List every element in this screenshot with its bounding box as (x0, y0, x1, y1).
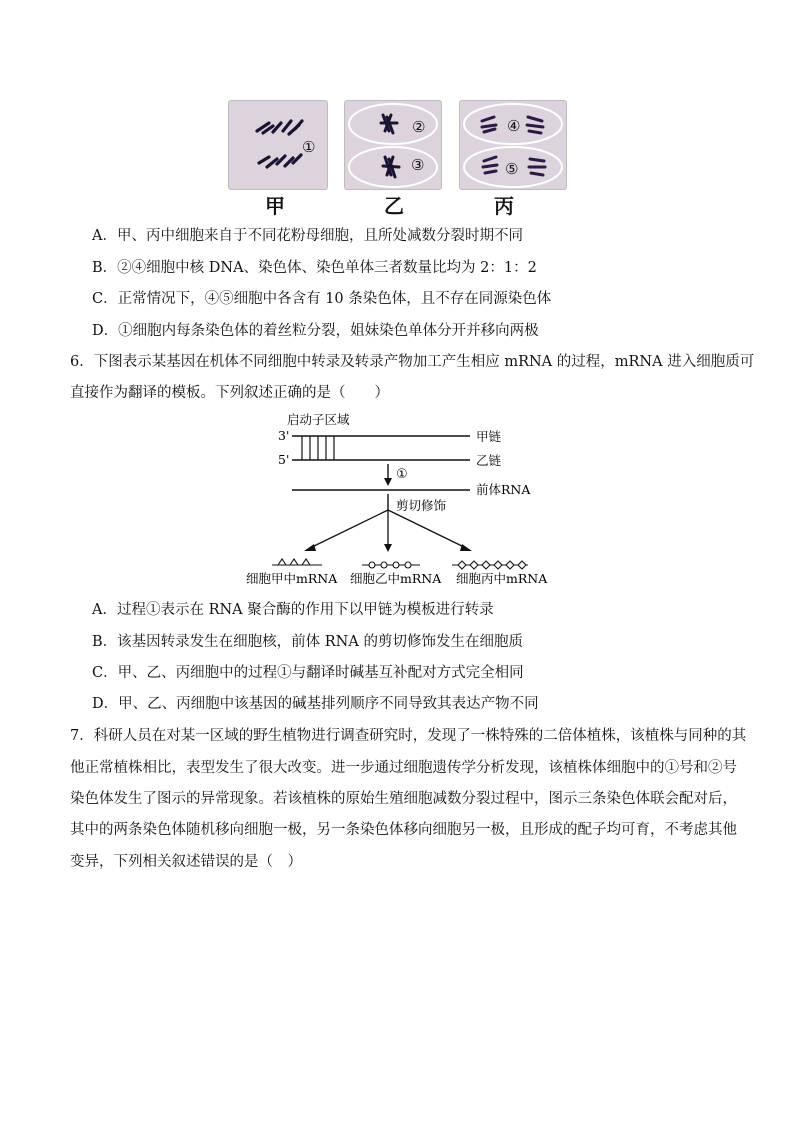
q6-option-b: B．该基因转录发生在细胞核，前体 RNA 的剪切修饰发生在细胞质 (92, 634, 523, 650)
mrna-yi-strand (362, 562, 420, 568)
q5-option-d: D．①细胞内每条染色体的着丝粒分裂，姐妹染色单体分开并移向两极 (92, 323, 539, 339)
q6-stem-line-2: 直接作为翻译的模板。下列叙述正确的是（ ） (70, 385, 389, 401)
splice-label: 剪切修饰 (396, 498, 447, 513)
mrna-bing-strand (452, 561, 528, 569)
mrna-yi-label: 细胞乙中mRNA (350, 571, 442, 586)
q5-option-a: A．甲、丙中细胞来自于不同花粉母细胞，且所处减数分裂时期不同 (92, 228, 523, 244)
micrograph-marker-4: ④ (507, 117, 521, 135)
q6-option-c: C．甲、乙、丙细胞中的过程①与翻译时碱基互补配对方式完全相同 (92, 665, 524, 681)
promoter-region-marks (302, 436, 334, 460)
micrograph-marker-3: ③ (411, 156, 425, 174)
panel-caption-yi: 乙 (384, 194, 404, 218)
transcription-diagram (230, 408, 570, 588)
pre-rna-label: 前体RNA (476, 482, 531, 497)
promoter-label: 启动子区域 (287, 412, 350, 427)
end-5-label: 5' (278, 452, 290, 467)
step-1-label: ① (396, 467, 408, 482)
panel-caption-jia: 甲 (265, 194, 285, 218)
micrograph-panel-yi (344, 100, 442, 190)
panel-caption-bing: 丙 (494, 194, 514, 218)
micrograph-panel-jia (228, 100, 328, 190)
micrograph-marker-5: ⑤ (505, 160, 519, 178)
micrograph-marker-2: ② (412, 118, 426, 136)
branch-left (310, 510, 388, 548)
q7-line-4: 其中的两条染色体随机移向细胞一极，另一条染色体移向细胞另一极，且形成的配子均可育，不考虑其他 (70, 822, 737, 838)
micrograph-marker-1: ① (302, 138, 316, 156)
micrograph-panel-bing (459, 100, 567, 190)
mrna-jia-strand (272, 559, 322, 565)
branch-middle-arrowhead (384, 544, 392, 552)
branch-left-arrowhead (304, 544, 316, 551)
branch-right-arrowhead (460, 544, 472, 551)
step-1-arrowhead (384, 478, 392, 486)
q6-option-d: D．甲、乙、丙细胞中该基因的碱基排列顺序不同导致其表达产物不同 (92, 696, 539, 712)
q7-line-1: 7．科研人员在对某一区域的野生植物进行调查研究时，发现了一株特殊的二倍体植株，该植株与同种的其 (70, 728, 747, 744)
mrna-jia-label: 细胞甲中mRNA (246, 571, 338, 586)
q6-option-a: A．过程①表示在 RNA 聚合酶的作用下以甲链为模板进行转录 (92, 602, 494, 618)
q7-line-5: 变异，下列相关叙述错误的是（ ） (70, 854, 302, 870)
q5-option-c: C．正常情况下，④⑤细胞中各含有 10 条染色体，且不存在同源染色体 (92, 291, 552, 307)
q5-option-b: B．②④细胞中核 DNA、染色体、染色单体三者数量比均为 2：1：2 (92, 260, 537, 276)
branch-right (388, 510, 466, 548)
q6-stem-line-1: 6．下图表示某基因在机体不同细胞中转录及转录产物加工产生相应 mRNA 的过程，mRNA 进入细胞质可 (70, 354, 755, 370)
end-3-label: 3' (278, 428, 290, 443)
chromosome-image-yi (345, 101, 441, 189)
q7-line-3: 染色体发生了图示的异常现象。若该植株的原始生殖细胞减数分裂过程中，图示三条染色体联会配对后， (70, 791, 737, 807)
q7-line-2: 他正常植株相比，表型发生了很大改变。进一步通过细胞遗传学分析发现，该植株体细胞中的①号和②号 (70, 760, 737, 776)
mrna-bing-label: 细胞丙中mRNA (456, 571, 548, 586)
chain-jia-label: 甲链 (476, 429, 502, 444)
chain-yi-label: 乙链 (476, 453, 502, 468)
